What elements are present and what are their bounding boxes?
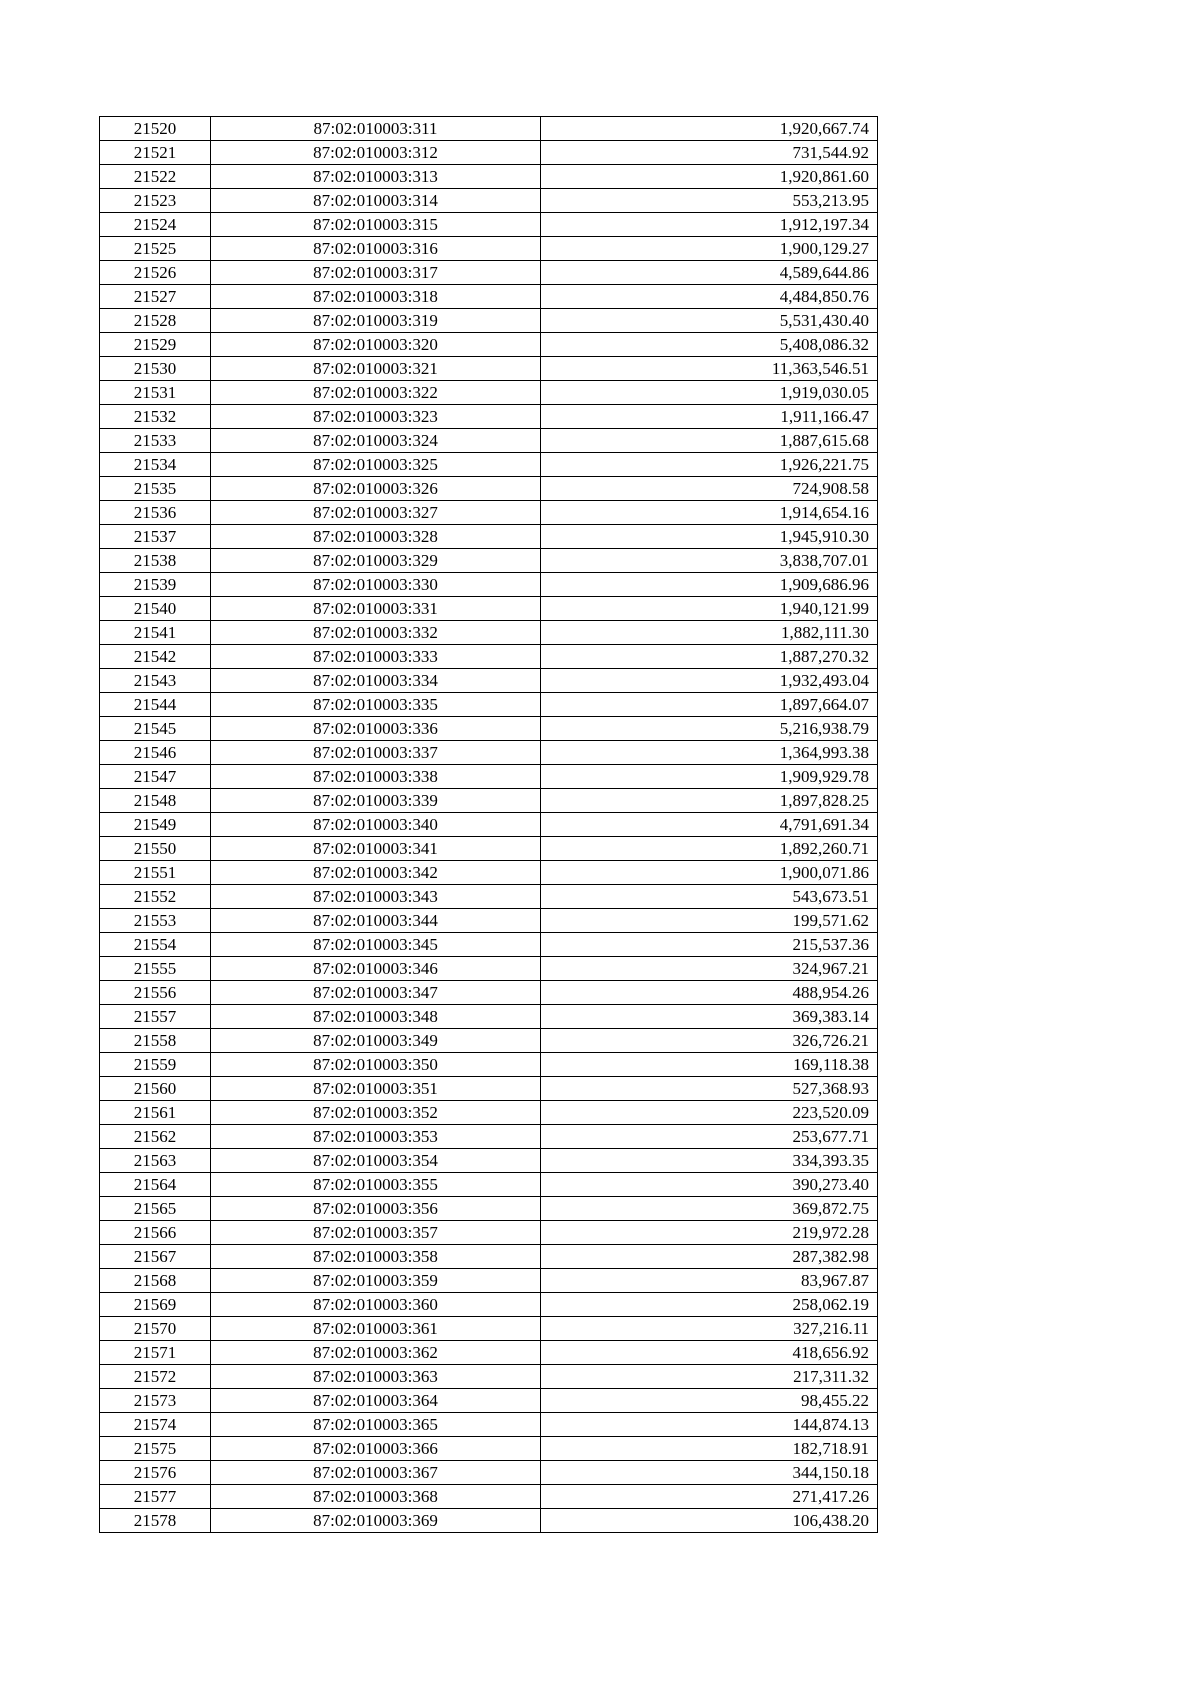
- table-row: [100, 717, 878, 741]
- table-row: [100, 477, 878, 501]
- cadastral-value-cell: 1,945,910.30: [541, 525, 878, 549]
- cadastral-number-cell: 87:02:010003:368: [211, 1485, 541, 1509]
- row-number-cell: 21530: [100, 357, 211, 381]
- cadastral-number-cell: 87:02:010003:357: [211, 1221, 541, 1245]
- row-number-cell: 21547: [100, 765, 211, 789]
- table-row: [100, 1101, 878, 1125]
- cadastral-number-cell: 87:02:010003:335: [211, 693, 541, 717]
- row-number-cell: 21562: [100, 1125, 211, 1149]
- table-row: [100, 645, 878, 669]
- row-number-cell: 21545: [100, 717, 211, 741]
- row-number-cell: 21572: [100, 1365, 211, 1389]
- cadastral-value-cell: 369,383.14: [541, 1005, 878, 1029]
- table-row: [100, 237, 878, 261]
- cadastral-number-cell: 87:02:010003:327: [211, 501, 541, 525]
- row-number-cell: 21529: [100, 333, 211, 357]
- row-number-cell: 21558: [100, 1029, 211, 1053]
- cadastral-value-cell: 3,838,707.01: [541, 549, 878, 573]
- cadastral-number-cell: 87:02:010003:341: [211, 837, 541, 861]
- table-row: [100, 501, 878, 525]
- table-row: [100, 525, 878, 549]
- row-number-cell: 21538: [100, 549, 211, 573]
- row-number-cell: 21571: [100, 1341, 211, 1365]
- cadastral-value-cell: 1,914,654.16: [541, 501, 878, 525]
- table-row: [100, 813, 878, 837]
- cadastral-value-cell: 4,791,691.34: [541, 813, 878, 837]
- cadastral-value-cell: 527,368.93: [541, 1077, 878, 1101]
- row-number-cell: 21520: [100, 117, 211, 141]
- cadastral-number-cell: 87:02:010003:361: [211, 1317, 541, 1341]
- cadastral-number-cell: 87:02:010003:355: [211, 1173, 541, 1197]
- cadastral-number-cell: 87:02:010003:359: [211, 1269, 541, 1293]
- table-row: [100, 261, 878, 285]
- cadastral-number-cell: 87:02:010003:345: [211, 933, 541, 957]
- table-row: [100, 1173, 878, 1197]
- table-row: [100, 1053, 878, 1077]
- cadastral-value-cell: 553,213.95: [541, 189, 878, 213]
- table-row: [100, 1365, 878, 1389]
- cadastral-value-cell: 1,897,828.25: [541, 789, 878, 813]
- table-row: [100, 405, 878, 429]
- table-row: [100, 981, 878, 1005]
- cadastral-number-cell: 87:02:010003:332: [211, 621, 541, 645]
- cadastral-value-cell: 1,920,861.60: [541, 165, 878, 189]
- row-number-cell: 21535: [100, 477, 211, 501]
- row-number-cell: 21557: [100, 1005, 211, 1029]
- row-number-cell: 21550: [100, 837, 211, 861]
- table-row: [100, 117, 878, 141]
- cadastral-value-cell: 223,520.09: [541, 1101, 878, 1125]
- cadastral-value-cell: 1,897,664.07: [541, 693, 878, 717]
- row-number-cell: 21574: [100, 1413, 211, 1437]
- table-body: [100, 117, 878, 1533]
- cadastral-value-cell: 1,940,121.99: [541, 597, 878, 621]
- table-row: [100, 573, 878, 597]
- row-number-cell: 21570: [100, 1317, 211, 1341]
- cadastral-number-cell: 87:02:010003:362: [211, 1341, 541, 1365]
- cadastral-value-cell: 1,882,111.30: [541, 621, 878, 645]
- row-number-cell: 21560: [100, 1077, 211, 1101]
- cadastral-number-cell: 87:02:010003:347: [211, 981, 541, 1005]
- row-number-cell: 21552: [100, 885, 211, 909]
- cadastral-number-cell: 87:02:010003:369: [211, 1509, 541, 1533]
- table-row: [100, 1413, 878, 1437]
- cadastral-value-cell: 543,673.51: [541, 885, 878, 909]
- row-number-cell: 21556: [100, 981, 211, 1005]
- row-number-cell: 21542: [100, 645, 211, 669]
- table-row: [100, 141, 878, 165]
- table-row: [100, 1221, 878, 1245]
- cadastral-number-cell: 87:02:010003:344: [211, 909, 541, 933]
- table-row: [100, 765, 878, 789]
- cadastral-value-cell: 215,537.36: [541, 933, 878, 957]
- cadastral-value-cell: 169,118.38: [541, 1053, 878, 1077]
- cadastral-value-cell: 418,656.92: [541, 1341, 878, 1365]
- row-number-cell: 21551: [100, 861, 211, 885]
- cadastral-value-cell: 1,909,686.96: [541, 573, 878, 597]
- table-row: [100, 1341, 878, 1365]
- table-row: [100, 453, 878, 477]
- row-number-cell: 21521: [100, 141, 211, 165]
- table-row: [100, 1293, 878, 1317]
- table-row: [100, 285, 878, 309]
- cadastral-number-cell: 87:02:010003:349: [211, 1029, 541, 1053]
- cadastral-number-cell: 87:02:010003:320: [211, 333, 541, 357]
- row-number-cell: 21566: [100, 1221, 211, 1245]
- row-number-cell: 21522: [100, 165, 211, 189]
- cadastral-value-cell: 1,912,197.34: [541, 213, 878, 237]
- row-number-cell: 21534: [100, 453, 211, 477]
- row-number-cell: 21531: [100, 381, 211, 405]
- cadastral-number-cell: 87:02:010003:333: [211, 645, 541, 669]
- cadastral-number-cell: 87:02:010003:356: [211, 1197, 541, 1221]
- table-row: [100, 213, 878, 237]
- table-row: [100, 1125, 878, 1149]
- row-number-cell: 21527: [100, 285, 211, 309]
- cadastral-number-cell: 87:02:010003:313: [211, 165, 541, 189]
- table-row: [100, 1197, 878, 1221]
- cadastral-number-cell: 87:02:010003:337: [211, 741, 541, 765]
- row-number-cell: 21575: [100, 1437, 211, 1461]
- cadastral-value-cell: 1,892,260.71: [541, 837, 878, 861]
- cadastral-number-cell: 87:02:010003:311: [211, 117, 541, 141]
- cadastral-value-cell: 182,718.91: [541, 1437, 878, 1461]
- cadastral-number-cell: 87:02:010003:328: [211, 525, 541, 549]
- cadastral-value-cell: 1,919,030.05: [541, 381, 878, 405]
- cadastral-value-cell: 98,455.22: [541, 1389, 878, 1413]
- table-row: [100, 429, 878, 453]
- table-row: [100, 957, 878, 981]
- cadastral-number-cell: 87:02:010003:352: [211, 1101, 541, 1125]
- cadastral-number-cell: 87:02:010003:353: [211, 1125, 541, 1149]
- table-row: [100, 189, 878, 213]
- cadastral-value-table: [99, 116, 878, 1533]
- cadastral-value-cell: 390,273.40: [541, 1173, 878, 1197]
- cadastral-number-cell: 87:02:010003:319: [211, 309, 541, 333]
- cadastral-value-cell: 488,954.26: [541, 981, 878, 1005]
- cadastral-value-cell: 258,062.19: [541, 1293, 878, 1317]
- cadastral-number-cell: 87:02:010003:360: [211, 1293, 541, 1317]
- table-row: [100, 1509, 878, 1533]
- table-row: [100, 669, 878, 693]
- cadastral-value-cell: 219,972.28: [541, 1221, 878, 1245]
- row-number-cell: 21528: [100, 309, 211, 333]
- cadastral-number-cell: 87:02:010003:321: [211, 357, 541, 381]
- cadastral-value-cell: 5,408,086.32: [541, 333, 878, 357]
- cadastral-value-cell: 4,484,850.76: [541, 285, 878, 309]
- cadastral-number-cell: 87:02:010003:334: [211, 669, 541, 693]
- table-row: [100, 1077, 878, 1101]
- cadastral-value-cell: 271,417.26: [541, 1485, 878, 1509]
- cadastral-number-cell: 87:02:010003:346: [211, 957, 541, 981]
- row-number-cell: 21541: [100, 621, 211, 645]
- cadastral-number-cell: 87:02:010003:363: [211, 1365, 541, 1389]
- row-number-cell: 21578: [100, 1509, 211, 1533]
- table-row: [100, 333, 878, 357]
- cadastral-number-cell: 87:02:010003:343: [211, 885, 541, 909]
- row-number-cell: 21526: [100, 261, 211, 285]
- row-number-cell: 21549: [100, 813, 211, 837]
- cadastral-value-cell: 199,571.62: [541, 909, 878, 933]
- table-row: [100, 1269, 878, 1293]
- row-number-cell: 21539: [100, 573, 211, 597]
- cadastral-number-cell: 87:02:010003:367: [211, 1461, 541, 1485]
- cadastral-number-cell: 87:02:010003:336: [211, 717, 541, 741]
- table-row: [100, 909, 878, 933]
- cadastral-value-cell: 724,908.58: [541, 477, 878, 501]
- cadastral-value-cell: 287,382.98: [541, 1245, 878, 1269]
- row-number-cell: 21525: [100, 237, 211, 261]
- cadastral-value-cell: 344,150.18: [541, 1461, 878, 1485]
- cadastral-number-cell: 87:02:010003:329: [211, 549, 541, 573]
- cadastral-number-cell: 87:02:010003:323: [211, 405, 541, 429]
- cadastral-value-cell: 1,900,129.27: [541, 237, 878, 261]
- table-row: [100, 165, 878, 189]
- table-row: [100, 357, 878, 381]
- cadastral-number-cell: 87:02:010003:317: [211, 261, 541, 285]
- cadastral-value-cell: 4,589,644.86: [541, 261, 878, 285]
- table-row: [100, 861, 878, 885]
- cadastral-value-cell: 1,900,071.86: [541, 861, 878, 885]
- cadastral-value-cell: 1,909,929.78: [541, 765, 878, 789]
- cadastral-value-cell: 334,393.35: [541, 1149, 878, 1173]
- cadastral-value-cell: 11,363,546.51: [541, 357, 878, 381]
- row-number-cell: 21569: [100, 1293, 211, 1317]
- table-row: [100, 885, 878, 909]
- row-number-cell: 21561: [100, 1101, 211, 1125]
- row-number-cell: 21559: [100, 1053, 211, 1077]
- cadastral-value-cell: 253,677.71: [541, 1125, 878, 1149]
- row-number-cell: 21573: [100, 1389, 211, 1413]
- row-number-cell: 21568: [100, 1269, 211, 1293]
- cadastral-number-cell: 87:02:010003:314: [211, 189, 541, 213]
- row-number-cell: 21564: [100, 1173, 211, 1197]
- row-number-cell: 21523: [100, 189, 211, 213]
- cadastral-value-cell: 369,872.75: [541, 1197, 878, 1221]
- cadastral-value-cell: 731,544.92: [541, 141, 878, 165]
- cadastral-number-cell: 87:02:010003:365: [211, 1413, 541, 1437]
- cadastral-number-cell: 87:02:010003:316: [211, 237, 541, 261]
- cadastral-value-cell: 1,932,493.04: [541, 669, 878, 693]
- cadastral-value-cell: 327,216.11: [541, 1317, 878, 1341]
- cadastral-value-cell: 326,726.21: [541, 1029, 878, 1053]
- table-row: [100, 381, 878, 405]
- row-number-cell: 21540: [100, 597, 211, 621]
- cadastral-value-cell: 217,311.32: [541, 1365, 878, 1389]
- row-number-cell: 21533: [100, 429, 211, 453]
- cadastral-value-cell: 1,911,166.47: [541, 405, 878, 429]
- cadastral-number-cell: 87:02:010003:351: [211, 1077, 541, 1101]
- table-row: [100, 1317, 878, 1341]
- table-row: [100, 693, 878, 717]
- row-number-cell: 21555: [100, 957, 211, 981]
- row-number-cell: 21567: [100, 1245, 211, 1269]
- table-row: [100, 1005, 878, 1029]
- row-number-cell: 21577: [100, 1485, 211, 1509]
- row-number-cell: 21554: [100, 933, 211, 957]
- table-row: [100, 789, 878, 813]
- row-number-cell: 21563: [100, 1149, 211, 1173]
- table-row: [100, 933, 878, 957]
- table-row: [100, 597, 878, 621]
- cadastral-number-cell: 87:02:010003:315: [211, 213, 541, 237]
- table-row: [100, 1149, 878, 1173]
- table-row: [100, 741, 878, 765]
- cadastral-value-cell: 1,887,270.32: [541, 645, 878, 669]
- cadastral-number-cell: 87:02:010003:338: [211, 765, 541, 789]
- cadastral-number-cell: 87:02:010003:348: [211, 1005, 541, 1029]
- row-number-cell: 21576: [100, 1461, 211, 1485]
- cadastral-value-cell: 1,364,993.38: [541, 741, 878, 765]
- cadastral-number-cell: 87:02:010003:325: [211, 453, 541, 477]
- table-row: [100, 1485, 878, 1509]
- cadastral-value-cell: 1,926,221.75: [541, 453, 878, 477]
- row-number-cell: 21524: [100, 213, 211, 237]
- row-number-cell: 21548: [100, 789, 211, 813]
- table-row: [100, 309, 878, 333]
- cadastral-value-cell: 324,967.21: [541, 957, 878, 981]
- cadastral-number-cell: 87:02:010003:326: [211, 477, 541, 501]
- row-number-cell: 21565: [100, 1197, 211, 1221]
- cadastral-number-cell: 87:02:010003:358: [211, 1245, 541, 1269]
- cadastral-number-cell: 87:02:010003:330: [211, 573, 541, 597]
- cadastral-number-cell: 87:02:010003:364: [211, 1389, 541, 1413]
- table-row: [100, 621, 878, 645]
- cadastral-number-cell: 87:02:010003:318: [211, 285, 541, 309]
- table-row: [100, 1029, 878, 1053]
- cadastral-number-cell: 87:02:010003:324: [211, 429, 541, 453]
- cadastral-value-cell: 144,874.13: [541, 1413, 878, 1437]
- table-row: [100, 837, 878, 861]
- row-number-cell: 21553: [100, 909, 211, 933]
- cadastral-number-cell: 87:02:010003:331: [211, 597, 541, 621]
- table-row: [100, 1245, 878, 1269]
- cadastral-number-cell: 87:02:010003:312: [211, 141, 541, 165]
- row-number-cell: 21543: [100, 669, 211, 693]
- cadastral-number-cell: 87:02:010003:350: [211, 1053, 541, 1077]
- cadastral-number-cell: 87:02:010003:366: [211, 1437, 541, 1461]
- cadastral-value-cell: 106,438.20: [541, 1509, 878, 1533]
- row-number-cell: 21544: [100, 693, 211, 717]
- cadastral-number-cell: 87:02:010003:322: [211, 381, 541, 405]
- row-number-cell: 21536: [100, 501, 211, 525]
- cadastral-number-cell: 87:02:010003:342: [211, 861, 541, 885]
- row-number-cell: 21546: [100, 741, 211, 765]
- table-row: [100, 1389, 878, 1413]
- cadastral-number-cell: 87:02:010003:340: [211, 813, 541, 837]
- table-row: [100, 549, 878, 573]
- cadastral-value-cell: 1,920,667.74: [541, 117, 878, 141]
- cadastral-number-cell: 87:02:010003:339: [211, 789, 541, 813]
- cadastral-value-cell: 5,216,938.79: [541, 717, 878, 741]
- cadastral-value-cell: 1,887,615.68: [541, 429, 878, 453]
- cadastral-number-cell: 87:02:010003:354: [211, 1149, 541, 1173]
- cadastral-value-cell: 5,531,430.40: [541, 309, 878, 333]
- cadastral-value-cell: 83,967.87: [541, 1269, 878, 1293]
- table-row: [100, 1437, 878, 1461]
- row-number-cell: 21532: [100, 405, 211, 429]
- table-row: [100, 1461, 878, 1485]
- row-number-cell: 21537: [100, 525, 211, 549]
